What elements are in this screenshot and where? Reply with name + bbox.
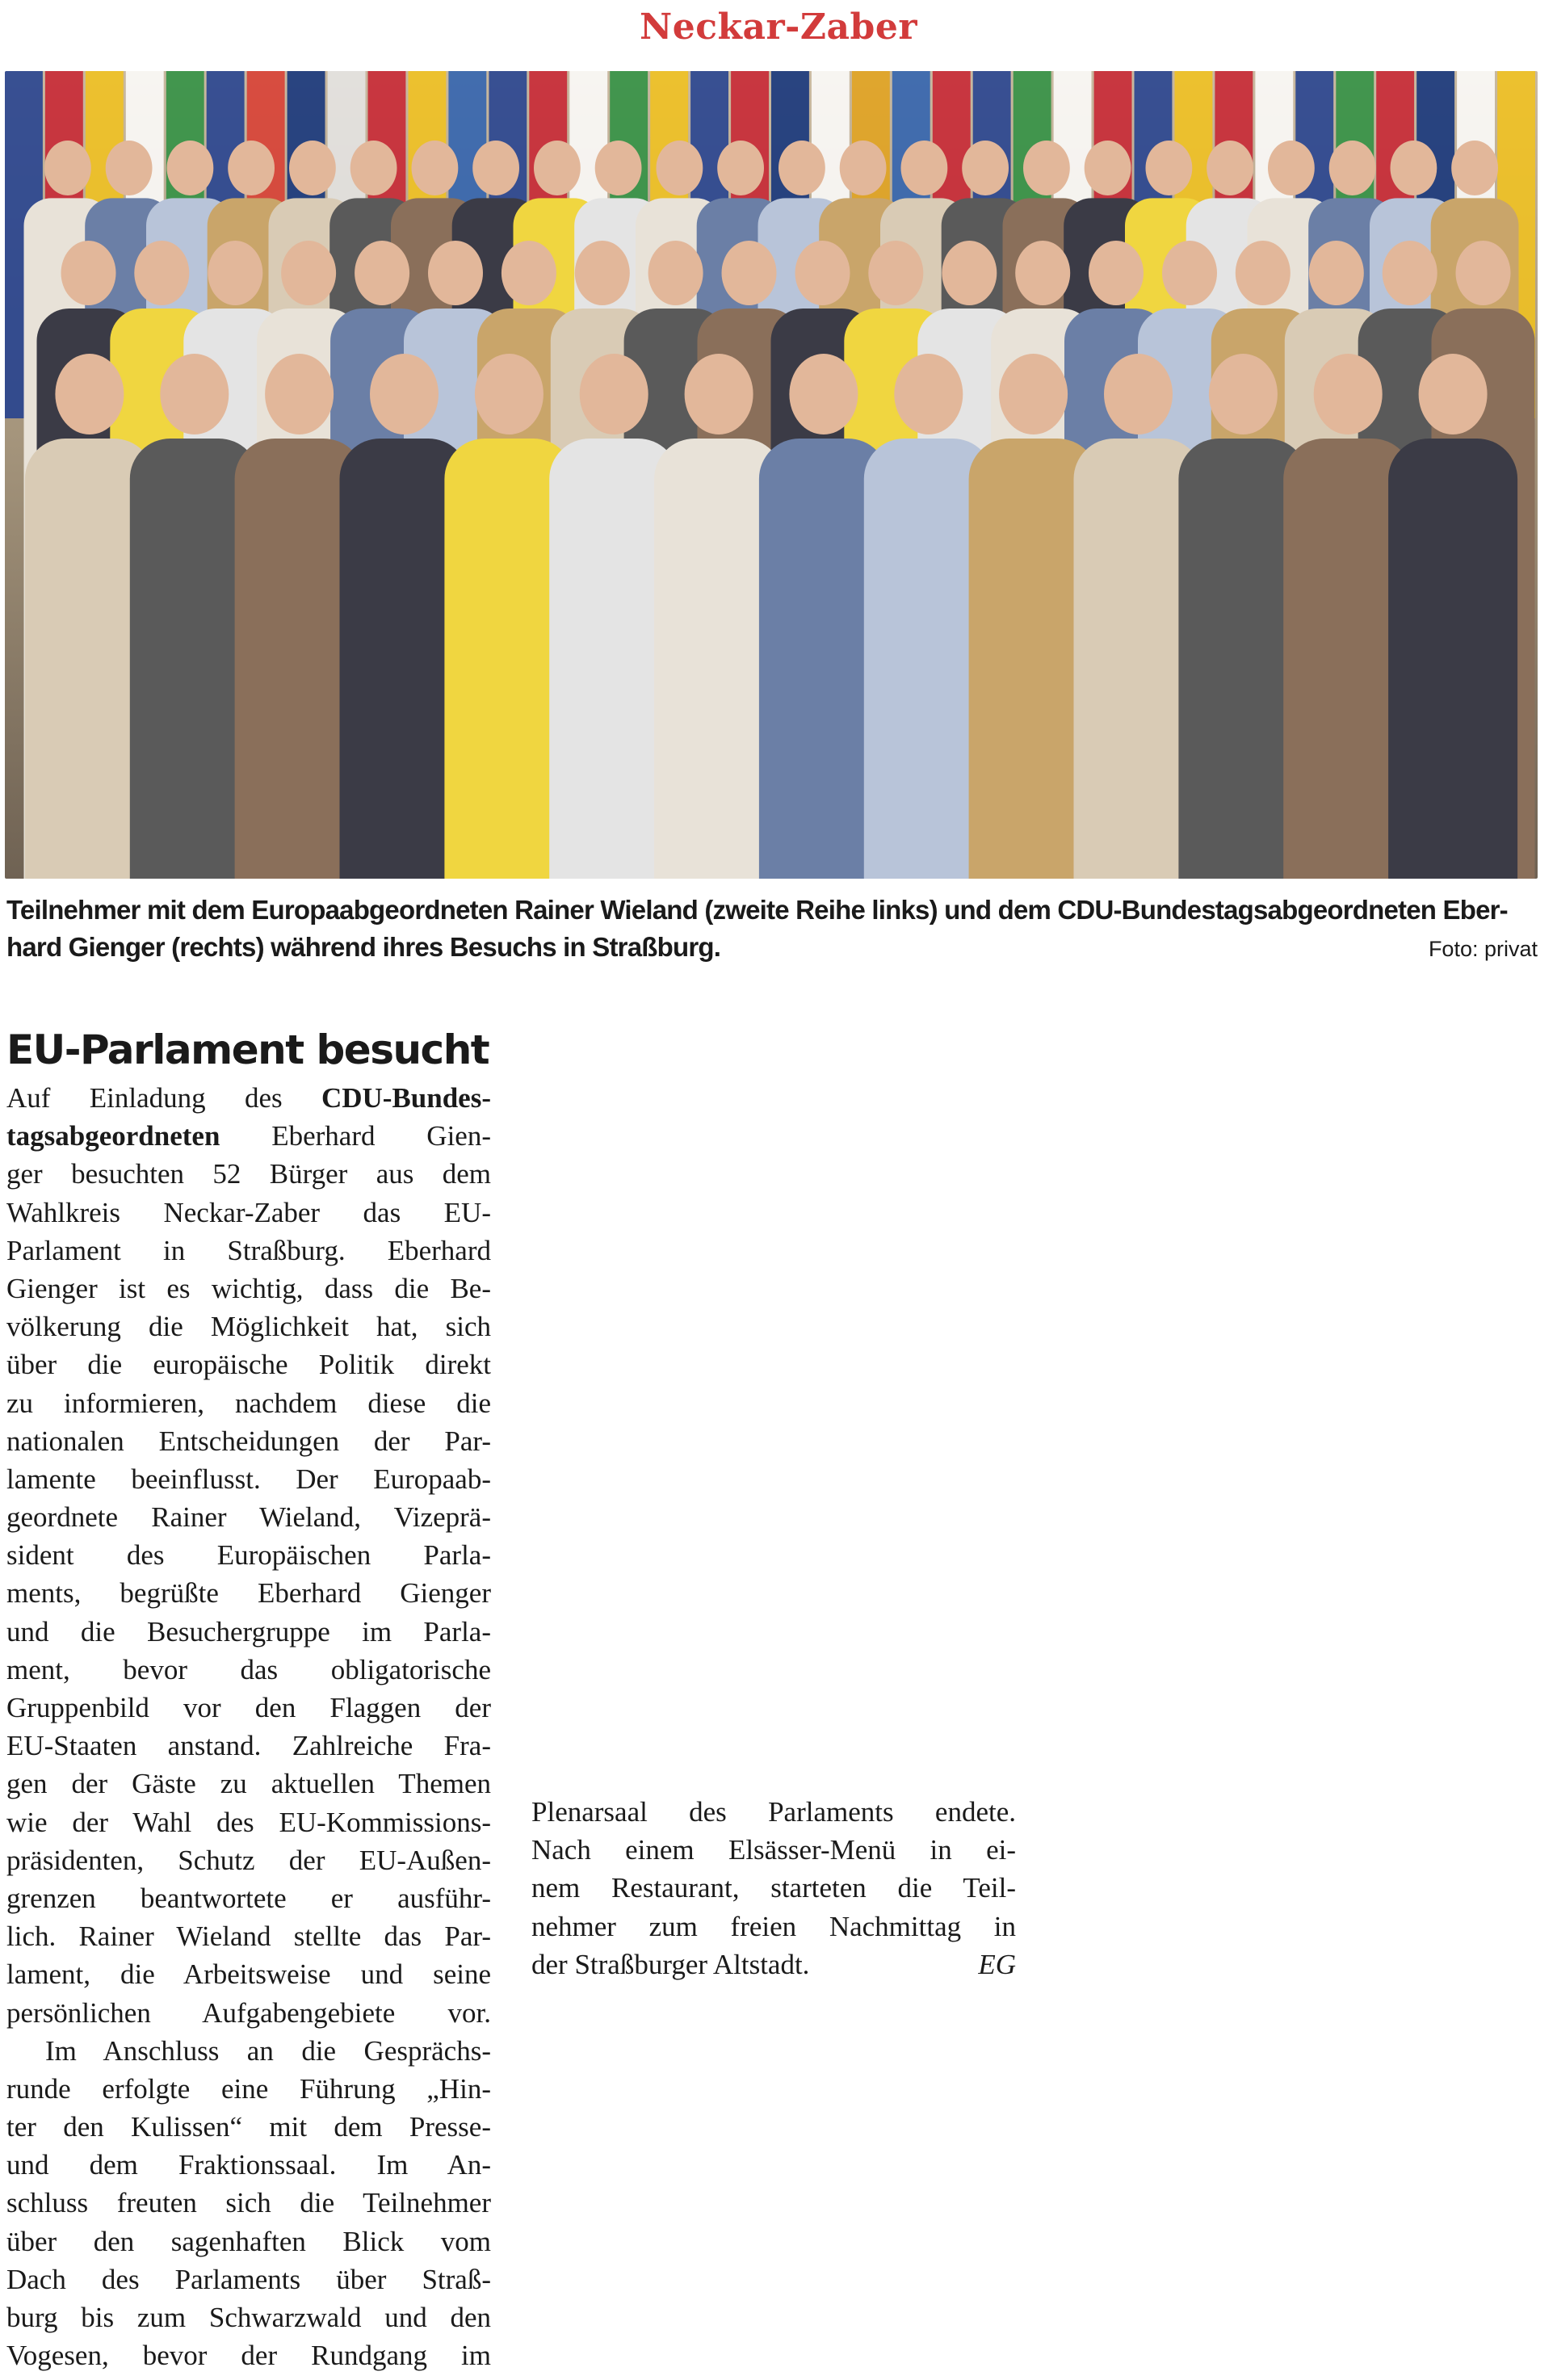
column-2-lines bbox=[531, 1793, 1016, 1946]
body-line: gen der Gäste zu aktuellen Themen bbox=[6, 1768, 491, 1800]
person-head bbox=[1391, 141, 1437, 195]
person-head bbox=[595, 141, 642, 195]
body-line: und die Besuchergruppe im Parla- bbox=[6, 1615, 491, 1648]
body-line: Dach des Parlaments über Straß- bbox=[6, 2263, 491, 2295]
person-head bbox=[1456, 241, 1511, 305]
person-head bbox=[1209, 354, 1278, 434]
person-head bbox=[778, 141, 825, 195]
person-head bbox=[840, 141, 887, 195]
person-head bbox=[722, 241, 777, 305]
person-head bbox=[355, 241, 409, 305]
person-head bbox=[534, 141, 581, 195]
person-head bbox=[1146, 141, 1193, 195]
body-line: Nach einem Elsässer-Menü in ei- bbox=[531, 1834, 1016, 1866]
person-head bbox=[1268, 141, 1315, 195]
person-head bbox=[167, 141, 214, 195]
person-head bbox=[1309, 241, 1364, 305]
body-line: völkerung die Möglichkeit hat, sich bbox=[6, 1311, 491, 1343]
body-line: sident des Europäischen Parla- bbox=[6, 1539, 491, 1572]
body-line: nem Restaurant, starteten die Teil- bbox=[531, 1872, 1016, 1904]
body-line: schluss freuten sich die Teilnehmer bbox=[6, 2187, 491, 2219]
body-line: ger besuchten 52 Bürger aus dem bbox=[6, 1158, 491, 1190]
body-line: burg bis zum Schwarzwald und den bbox=[6, 2302, 491, 2333]
person-head bbox=[962, 141, 1009, 195]
person-head bbox=[265, 354, 334, 434]
body-line-with-signature bbox=[531, 1946, 1016, 1983]
person-head bbox=[1023, 141, 1070, 195]
person-body bbox=[1388, 439, 1517, 879]
caption-line-2 bbox=[6, 929, 1538, 966]
person-head bbox=[370, 354, 439, 434]
bold-term: tagsabgeordneten bbox=[6, 1120, 220, 1152]
body-line: Gienger ist es wichtig, dass die Be- bbox=[6, 1272, 491, 1304]
person-head bbox=[685, 354, 753, 434]
body-line: wie der Wahl des EU-Kommissions- bbox=[6, 1806, 491, 1838]
caption-line-1: Teilnehmer mit dem Europaabgeordneten Rainer Wieland (zweite Reihe links) und dem CDU-Bundestagsabgeordneten Eber- bbox=[6, 895, 1508, 925]
person-head bbox=[502, 241, 556, 305]
photo-caption bbox=[6, 892, 1538, 966]
body-line: persönlichen Aufgabengebiete vor. bbox=[6, 1996, 491, 2029]
person-head bbox=[61, 241, 116, 305]
person-head bbox=[1104, 354, 1173, 434]
body-line: über den sagenhaften Blick vom bbox=[6, 2225, 491, 2257]
person-head bbox=[1314, 354, 1383, 434]
person-head bbox=[55, 354, 124, 434]
article-column-1 bbox=[6, 1079, 491, 2374]
body-line: grenzen beantwortete er ausführ- bbox=[6, 1882, 491, 1914]
person-head bbox=[1207, 141, 1253, 195]
body-line: tagsabgeordneten Eberhard Gien- bbox=[6, 1120, 491, 1152]
person-head bbox=[428, 241, 483, 305]
person-head bbox=[999, 354, 1068, 434]
body-line: Plenarsaal des Parlaments endete. bbox=[531, 1796, 1016, 1828]
person-head bbox=[657, 141, 703, 195]
section-label: Neckar-Zaber bbox=[639, 6, 917, 48]
person-head bbox=[412, 141, 459, 195]
person-head bbox=[44, 141, 91, 195]
person-head bbox=[795, 241, 850, 305]
crowd bbox=[24, 141, 1535, 879]
person-head bbox=[868, 241, 923, 305]
body-line: EU-Staaten anstand. Zahlreiche Fra- bbox=[6, 1730, 491, 1762]
person-head bbox=[1085, 141, 1131, 195]
body-line: runde erfolgte eine Führung „Hin- bbox=[6, 2072, 491, 2105]
body-line: lamente beeinflusst. Der Europaab- bbox=[6, 1463, 491, 1495]
group-photo-icon bbox=[5, 71, 1538, 879]
person-head bbox=[575, 241, 630, 305]
body-line: Gruppenbild vor den Flaggen der bbox=[6, 1692, 491, 1723]
person-head bbox=[894, 354, 963, 434]
person-head bbox=[350, 141, 397, 195]
person-head bbox=[134, 241, 189, 305]
body-line: Auf Einladung des CDU-Bundes- bbox=[6, 1082, 491, 1114]
body-line: lich. Rainer Wieland stellte das Par- bbox=[6, 1920, 491, 1953]
photo-credit: Foto: privat bbox=[1428, 937, 1538, 961]
person-head bbox=[580, 354, 648, 434]
person-head bbox=[1236, 241, 1291, 305]
body-line: ments, begrüßte Eberhard Gienger bbox=[6, 1577, 491, 1610]
column-1-lines bbox=[6, 1155, 491, 2374]
bold-term: CDU-Bundes- bbox=[321, 1082, 491, 1114]
body-line: Wahlkreis Neckar-Zaber das EU- bbox=[6, 1196, 491, 1228]
person-head bbox=[1162, 241, 1217, 305]
body-line: nehmer zum freien Nachmittag in bbox=[531, 1910, 1016, 1942]
person-head bbox=[1329, 141, 1376, 195]
person-head bbox=[648, 241, 703, 305]
person-head bbox=[106, 141, 153, 195]
person-head bbox=[1451, 141, 1498, 195]
person-head bbox=[160, 354, 229, 434]
person-head bbox=[208, 241, 262, 305]
body-line: geordnete Rainer Wieland, Vizeprä- bbox=[6, 1501, 491, 1534]
body-line: präsidenten, Schutz der EU-Außen- bbox=[6, 1844, 491, 1876]
author-signature: EG bbox=[978, 1948, 1016, 1980]
caption-line-2-text: hard Gienger (rechts) während ihres Besuchs in Straßburg. bbox=[6, 932, 721, 962]
body-line: Parlament in Straßburg. Eberhard bbox=[6, 1234, 491, 1266]
person-head bbox=[1089, 241, 1144, 305]
body-line: über die europäische Politik direkt bbox=[6, 1349, 491, 1381]
person-head bbox=[901, 141, 948, 195]
person-head bbox=[281, 241, 336, 305]
person-head bbox=[1419, 354, 1488, 434]
body-line: lament, die Arbeitsweise und seine bbox=[6, 1958, 491, 1991]
person-head bbox=[472, 141, 519, 195]
body-line: ter den Kulissen“ mit dem Presse- bbox=[6, 2111, 491, 2143]
person-head bbox=[1383, 241, 1437, 305]
article-column-2 bbox=[531, 1793, 1016, 1983]
person-head bbox=[475, 354, 543, 434]
person-head bbox=[228, 141, 275, 195]
person-head bbox=[289, 141, 336, 195]
body-line: ment, bevor das obligatorische bbox=[6, 1653, 491, 1685]
body-line: nationalen Entscheidungen der Par- bbox=[6, 1425, 491, 1457]
body-line: Im Anschluss an die Gesprächs- bbox=[45, 2034, 491, 2067]
body-line: und dem Fraktionssaal. Im An- bbox=[6, 2149, 491, 2181]
body-line-text: der Straßburger Altstadt. bbox=[531, 1948, 810, 1980]
body-line: Vogesen, bevor der Rundgang im bbox=[6, 2340, 491, 2372]
person-head bbox=[789, 354, 858, 434]
person-head bbox=[717, 141, 764, 195]
article-headline: EU-Parlament besucht bbox=[6, 1026, 489, 1073]
person-head bbox=[942, 241, 997, 305]
person-head bbox=[1015, 241, 1070, 305]
group-photo bbox=[5, 71, 1538, 879]
body-line: zu informieren, nachdem diese die bbox=[6, 1387, 491, 1419]
